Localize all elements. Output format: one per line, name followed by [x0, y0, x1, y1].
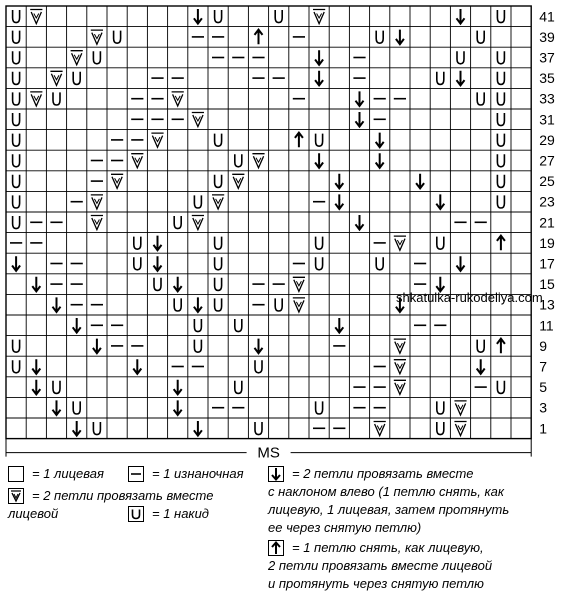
legend-ssk-label-1: = 2 петли провязать вместе: [292, 466, 474, 481]
row-number-label: 25: [539, 173, 555, 190]
legend-k2tog-label-2: лицевой: [8, 506, 59, 521]
legend-ssk-label-3: лицевую, 1 лицевая, затем протянуть: [268, 502, 510, 517]
row-number-label: 29: [539, 131, 555, 148]
legend: [0, 462, 572, 600]
legend-sk2p-label-3: и протянуть через снятую петлю: [268, 576, 484, 591]
k2tog-icon: [8, 488, 24, 504]
row-number-label: 7: [539, 358, 547, 375]
row-number-label: 39: [539, 28, 555, 45]
knit-icon: [8, 466, 24, 482]
sk2p-arrow-up-icon: [268, 540, 284, 556]
legend-knit-label: = 1 лицевая: [32, 466, 104, 481]
row-number-label: 27: [539, 152, 555, 169]
row-number-label: 13: [539, 296, 555, 313]
legend-yo-label: = 1 накид: [152, 506, 209, 521]
purl-icon: [128, 466, 144, 482]
row-number-label: 41: [539, 8, 555, 25]
legend-purl-label: = 1 изнаночная: [152, 466, 244, 481]
row-number-label: 15: [539, 276, 555, 293]
yarn-over-icon: [128, 506, 144, 522]
row-number-label: 31: [539, 111, 555, 128]
row-number-label: 5: [539, 379, 547, 396]
row-number-label: 1: [539, 420, 547, 437]
row-number-label: 33: [539, 90, 555, 107]
row-number-label: 11: [539, 317, 554, 334]
legend-ssk-label-2: с наклоном влево (1 петлю снять, как: [268, 484, 505, 499]
legend-sk2p-label-1: = 1 петлю снять, как лицевую,: [292, 540, 484, 555]
row-number-label: 9: [539, 337, 547, 354]
ssk-arrow-down-icon: [268, 466, 284, 482]
row-number-label: 17: [539, 255, 555, 272]
row-number-label: 3: [539, 399, 547, 416]
row-number-label: 37: [539, 49, 555, 66]
row-number-label: 23: [539, 193, 555, 210]
legend-sk2p-label-2: 2 петли провязать вместе лицевой: [268, 558, 493, 573]
legend-k2tog-label: = 2 петли провязать вместе: [32, 488, 214, 503]
row-number-label: 35: [539, 70, 555, 87]
repeat-label: MS: [257, 444, 280, 462]
legend-ssk-label-4: ее через снятую петлю): [268, 520, 422, 535]
watermark: shkatulka-rukodeliya.com: [396, 290, 543, 305]
row-number-label: 19: [539, 234, 555, 251]
row-number-label: 21: [539, 214, 555, 231]
